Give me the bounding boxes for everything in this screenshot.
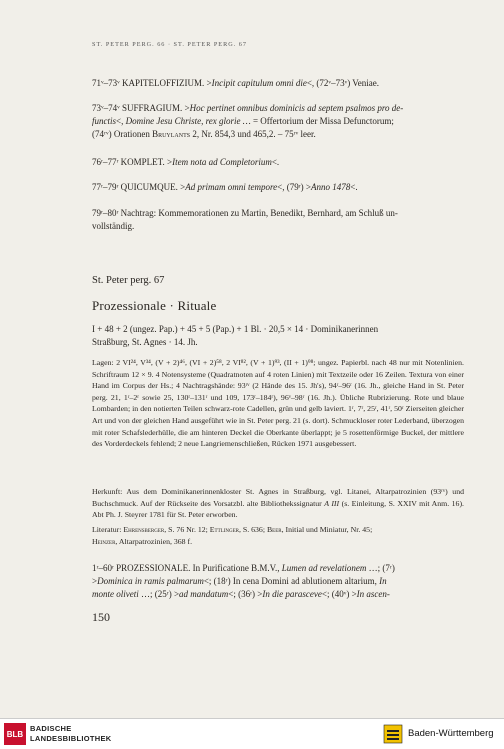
entry-text: 73ᵛ–74ᵛ SUFFRAGIUM. >: [92, 103, 190, 113]
incipit: In ascen-: [356, 589, 390, 600]
incipit: functis: [92, 116, 116, 127]
entry-quicumque: [92, 181, 464, 194]
entry-text: 1ʳ–60ʳ PROZESSIONALE. In Purificatione B.M.V.,: [92, 563, 282, 573]
entry-text: 71ᵛ–73ᵛ KAPITELOFFIZIUM. >: [92, 78, 212, 88]
blb-mark: BLB: [6, 729, 24, 739]
entry-text: <; (36ʳ) >: [228, 589, 263, 600]
entry-text: 79ʳ–80ʳ Nachtrag: Kommemorationen zu Martin, Benedikt, Bernhard, am Schluß un-: [92, 208, 398, 218]
incipit: In die parasceve: [262, 589, 322, 600]
incipit: Hoc pertinet omnibus dominicis ad septem psalmos pro de-: [189, 103, 404, 113]
incipit: In: [379, 576, 387, 587]
author-name: Heinzer: [92, 536, 116, 546]
lit-text: , Altarpatrozinien, 368 f.: [115, 536, 193, 546]
entry-text: >: [92, 576, 98, 587]
incipit: ad mandatum: [179, 589, 229, 600]
blb-line1: BADISCHE: [30, 724, 72, 733]
entry-kapiteloffizium: [92, 77, 464, 90]
lit-text: , S. 636;: [238, 525, 267, 534]
entry-text: 2, Nr. 854,3 und 465,2. – 75ʳᵛ leer.: [190, 129, 316, 140]
literatur-paragraph: [92, 524, 464, 547]
baden-wuerttemberg-crest-icon[interactable]: [383, 724, 403, 744]
lit-text: , Initial und Miniatur, Nr. 45;: [281, 525, 373, 534]
entry-suffragium: [92, 102, 464, 142]
author-name: Ehrensberger: [123, 525, 165, 534]
incipit: Domine Jesu Christe, rex glorie …: [125, 116, 251, 127]
section-title: Prozessionale · Rituale: [92, 298, 217, 313]
incipit: Incipit capitulum omni die: [211, 78, 307, 88]
entry-text: <, (79ʳ) >: [277, 182, 312, 192]
blb-library-name[interactable]: [30, 724, 111, 744]
running-header: ST. PETER PERG. 66 · ST. PETER PERG. 67: [92, 41, 247, 48]
lagen-description: Lagen: 2 VI²⁴, V³⁴, (V + 2)⁴⁶, (VI + 2)⁵⁸, 2 VI⁸², (V + 1)⁹³, (II + 1)⁹⁸; ungez. Papierbl. nach 48 nur mit Notenlinien. Schriftraum 12 × 9. 4 Notensysteme (Quadratnoten auf 4 roten Linien) mit Textzeile oder 16 Zeilen. Textura von einer Hand im Corpus der Hs.; 4 Nachtragshände: 93ʳᵛ (2 Hände des 15. Jh's), 94ʳ–96ʳ (16. Jh., gleiche Hand in St. Peter perg. 21, 1ʳ–2ʳ sowie 25, 130ʳ–131ʳ und 109, 173ʳ–184ʳ), 96ᵛ–98ʳ (16. Jh.). Übliche Rubrizierung. Rote und blaue Lombarden; in den notierten Teilen schwarz-rote Cadellen, grün und gelb laviert. 1ʳ, 7ʳ, 25ʳ, 41ʳ, 50ʳ Zierseiten gleicher Art und von der gleichen Hand ausgeführt wie in St. Peter perg. 21 (s. dort). Schmuckloser roter Lederband, überzogen mit roter Schafslederhülle, die am hinteren Deckel die Oberkante überlappt; je 5 rosettenförmige Buckel, der mittlere des Vorderdeckels fehlend; 2 neue Langriemenschließen, Rücken 1971 ausgebessert.: [92, 358, 464, 449]
incipit: Lumen ad revelationem: [281, 563, 367, 573]
entry-komplet: [92, 156, 464, 169]
lit-text: , S. 76 Nr. 12;: [164, 525, 210, 534]
lit-text: Literatur:: [92, 525, 124, 534]
author-name: Bruylants: [152, 129, 191, 140]
incipit: Item nota ad Completorium: [172, 157, 272, 167]
incipit: monte oliveti: [92, 589, 139, 600]
entry-prozessionale: [92, 562, 464, 602]
signature: A III: [324, 498, 340, 508]
meta-line: Straßburg, St. Agnes · 14. Jh.: [92, 337, 198, 348]
entry-text: <; (40ᵛ) >: [321, 589, 357, 600]
bw-label[interactable]: Baden-Württemberg: [408, 728, 494, 739]
page-number: 150: [92, 610, 110, 624]
codex-metadata: [92, 323, 464, 349]
incipit: Anno 1478: [311, 182, 351, 192]
herkunft-text: (s. Einleitung, S. XXIV mit Anm. 16). Abt Ph. J. Steyrer 1781 für St. Peter erworben.: [92, 498, 464, 520]
meta-line: I + 48 + 2 (ungez. Pap.) + 45 + 5 (Pap.) + 1 Bl. · 20,5 × 14 · Dominikanerinnen: [92, 324, 379, 334]
herkunft-paragraph: [92, 486, 464, 521]
entry-text: vollständig.: [92, 221, 135, 232]
incipit: Dominica in ramis palmarum: [97, 576, 204, 587]
entry-text: <,: [116, 116, 126, 127]
entry-text: (74ʳᵛ) Orationen: [92, 129, 153, 140]
incipit: Ad primam omni tempore: [185, 182, 278, 192]
blb-logo[interactable]: [4, 723, 26, 745]
blb-line2: LANDESBIBLIOTHEK: [30, 734, 112, 743]
entry-text: …; (25ʳ) >: [138, 589, 180, 600]
herkunft-text: Herkunft: Aus dem Dominikanerinnenkloster St. Agnes in Straßburg, vgl. Litanei, Altarpatrozinien (93ʳᵛ) und Buchschmuck. Auf der Rückseite des Vorsatzbl. alte Bibliothekssignatur: [92, 487, 464, 508]
entry-text: <.: [271, 157, 280, 167]
entry-text: …; (7ʳ): [366, 563, 395, 573]
author-name: Ettlinger: [209, 525, 239, 534]
entry-nachtrag: [92, 207, 464, 233]
entry-text: 77ʳ–79ʳ QUICUMQUE. >: [92, 182, 186, 192]
entry-text: 76ʳ–77ʳ KOMPLET. >: [92, 157, 173, 167]
author-name: Beer: [266, 525, 282, 534]
footer-bar: [0, 718, 504, 749]
section-heading: St. Peter perg. 67: [92, 275, 165, 286]
entry-text: <; (18ʳ) In cena Domini ad ablutionem altarium,: [203, 576, 380, 587]
entry-text: <, (72ᵛ–73ᵛ) Veniae.: [306, 78, 380, 88]
entry-text: = Offertorium der Missa Defunctorum;: [250, 116, 394, 127]
entry-text: <.: [350, 182, 358, 192]
